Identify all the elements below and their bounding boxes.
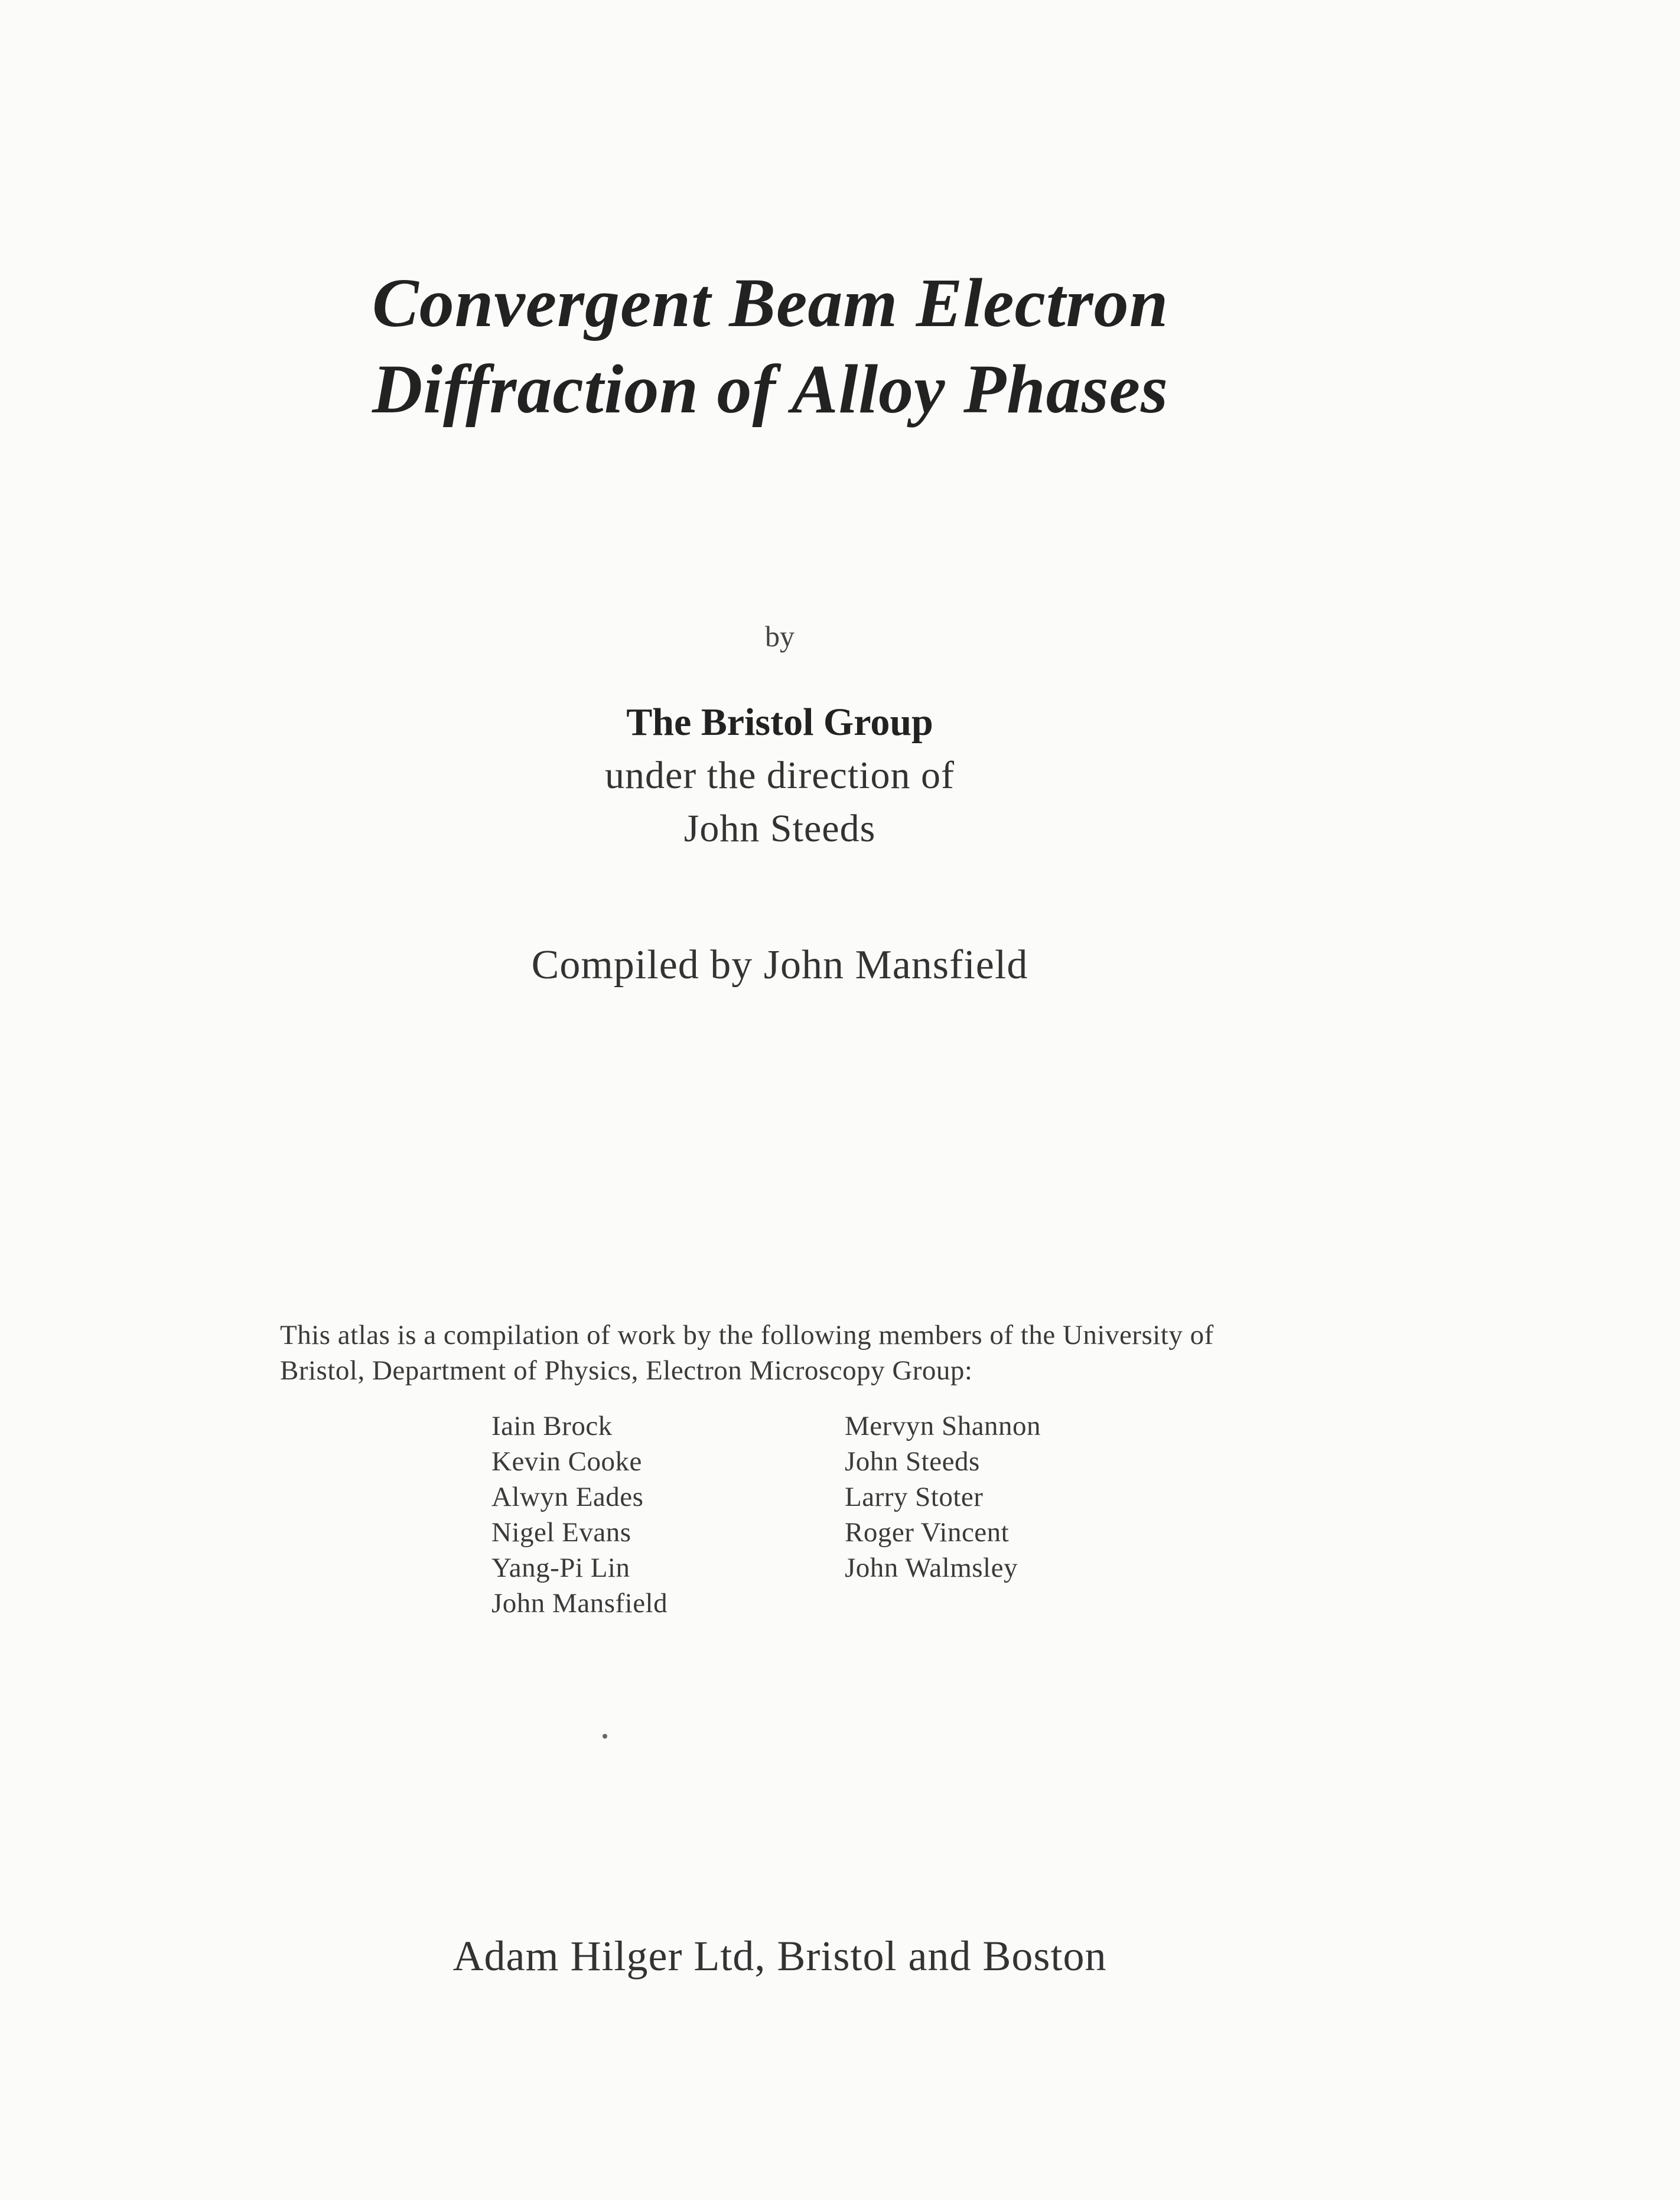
member-name: Alwyn Eades <box>491 1482 644 1512</box>
members-column-1 <box>491 1408 668 1621</box>
book-title-line-1: Convergent Beam Electron <box>372 264 1169 341</box>
member-name: John Mansfield <box>491 1588 668 1619</box>
members-intro-line-2: Bristol, Department of Physics, Electron Microscopy Group: <box>280 1355 973 1386</box>
members-intro <box>280 1317 1343 1388</box>
book-title-line-2: Diffraction of Alloy Phases <box>372 350 1168 428</box>
publisher-imprint: Adam Hilger Ltd, Bristol and Boston <box>452 1932 1107 1980</box>
book-title <box>372 260 1199 432</box>
members-intro-line-1: This atlas is a compilation of work by the following members of the University of <box>280 1320 1214 1350</box>
member-name: John Walmsley <box>845 1553 1018 1583</box>
member-name: Roger Vincent <box>845 1517 1010 1548</box>
by-label: by <box>765 620 795 653</box>
member-name: Larry Stoter <box>845 1482 984 1512</box>
direction-text: under the direction of <box>605 754 955 797</box>
authors-block <box>0 696 1559 855</box>
member-name: Iain Brock <box>491 1411 613 1441</box>
member-name: Mervyn Shannon <box>845 1411 1041 1441</box>
ink-speck <box>603 1734 607 1739</box>
member-name: Nigel Evans <box>491 1517 631 1548</box>
compiler-credit: Compiled by John Mansfield <box>531 942 1028 988</box>
members-column-2 <box>845 1408 1041 1586</box>
author-group: The Bristol Group <box>626 701 933 744</box>
member-name: Yang-Pi Lin <box>491 1553 630 1583</box>
member-name: Kevin Cooke <box>491 1446 642 1477</box>
member-name: John Steeds <box>845 1446 980 1477</box>
director-name: John Steeds <box>683 807 876 850</box>
